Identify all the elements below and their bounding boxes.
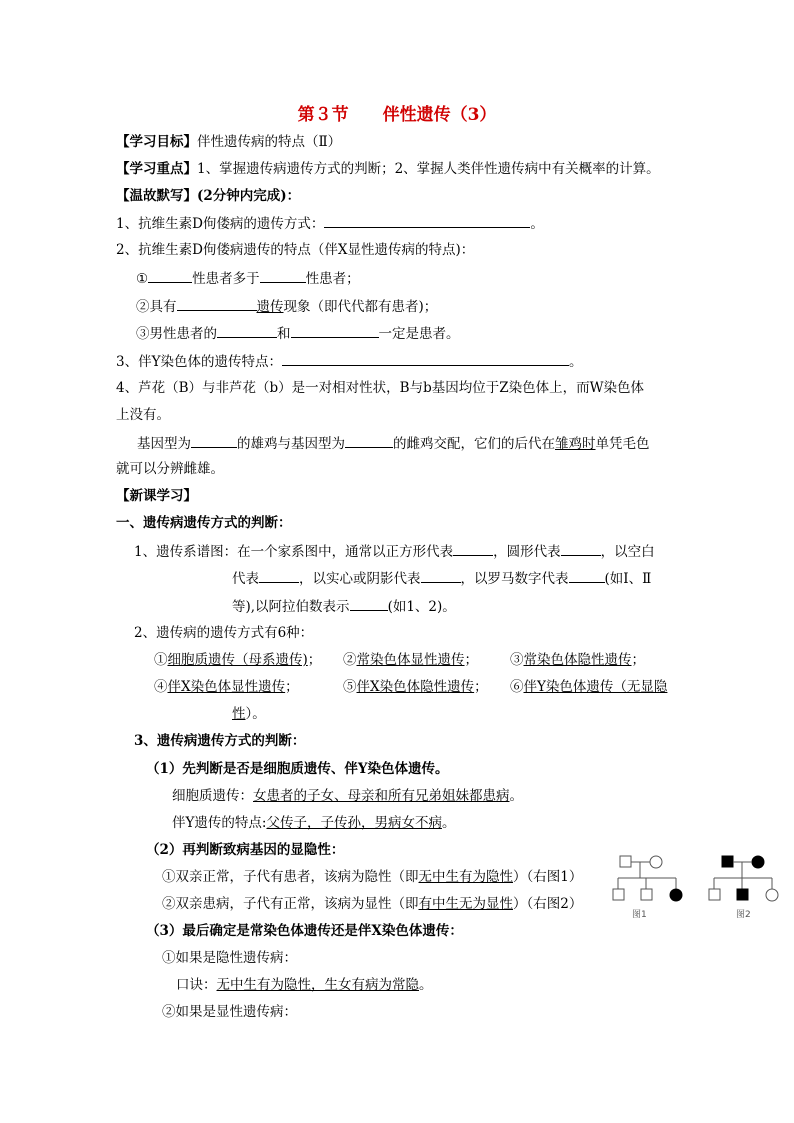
review-header: 【温故默写】(2分钟内完成)： [116, 188, 301, 204]
mode-6: ⑥伴Y染色体遗传（无显隐 [510, 679, 668, 695]
answer-blank[interactable] [561, 542, 601, 556]
figure-1-label: 图1 [632, 910, 647, 920]
son-unaffected-square [641, 889, 652, 900]
son-affected-square [737, 889, 748, 900]
pedigree-definition: 1、遗传系谱图：在一个家系图中，通常以正方形代表 ，圆形代表 ，以空白 [134, 544, 655, 560]
daughter-unaffected-circle [766, 889, 778, 901]
learning-focus: 【学习重点】1、掌握遗传病遗传方式的判断；2、掌握人类伴性遗传病中有关概率的计算。 [116, 161, 660, 177]
recessive-rule: ①双亲正常，子代有患者，该病为隐性（即无中生有为隐性）（右图1） [162, 869, 583, 885]
review-q4: 4、芦花（B）与非芦花（b）是一对相对性状，B与b基因均位于Z染色体上，而W染色体 [116, 380, 644, 396]
cytoplasmic-note: 细胞质遗传：女患者的子女、母亲和所有兄弟姐妹都患病。 [172, 788, 523, 804]
review-q2b: ②具有 遗传现象（即代代都有患者)； [136, 299, 438, 315]
mother-unaffected-circle [650, 856, 662, 868]
answer-blank[interactable] [569, 569, 605, 583]
section-1-heading: 一、遗传病遗传方式的判断： [116, 515, 292, 531]
daughter-affected-circle [670, 889, 682, 901]
mode-3: ③常染色体隐性遗传； [510, 652, 645, 668]
pedigree-definition-2: 代表 ，以实心或阴影代表 ，以罗马数字代表 (如Ⅰ、Ⅱ [232, 571, 652, 587]
new-lesson-header: 【新课学习】 [116, 488, 197, 504]
page-title: 第３节 伴性遗传（3） [297, 105, 497, 125]
review-q4-cont: 上没有。 [116, 407, 170, 423]
review-q1: 1、抗维生素D佝偻病的遗传方式： 。 [116, 216, 544, 232]
step-3: （3）最后确定是常染色体遗传还是伴X染色体遗传： [146, 923, 463, 939]
answer-blank[interactable] [259, 569, 299, 583]
answer-blank[interactable] [260, 269, 306, 283]
answer-blank[interactable] [217, 324, 277, 338]
if-recessive: ①如果是隐性遗传病： [162, 950, 297, 966]
step-1: （1）先判断是否是细胞质遗传、伴Y染色体遗传。 [146, 761, 449, 777]
pedigree-figure-2 [709, 856, 778, 901]
father-affected-square [722, 856, 733, 867]
answer-blank[interactable] [421, 569, 461, 583]
learning-goal: 【学习目标】伴性遗传病的特点（Ⅱ） [116, 134, 342, 150]
if-dominant: ②如果是显性遗传病： [162, 1004, 297, 1020]
answer-blank[interactable] [291, 324, 379, 338]
review-q2a: ① 性患者多于 性患者； [136, 271, 360, 287]
mode-6-cont: 性）。 [232, 706, 266, 722]
inheritance-modes-heading: 2、遗传病的遗传方式有6种： [134, 625, 314, 641]
answer-blank[interactable] [453, 542, 493, 556]
mode-4: ④伴X染色体显性遗传； [154, 679, 299, 695]
y-linked-note: 伴Y遗传的特点:父传子，子传孙，男病女不病。 [172, 815, 456, 831]
judgment-heading: 3、遗传病遗传方式的判断： [134, 733, 306, 749]
answer-blank[interactable] [177, 297, 257, 311]
review-q4-question: 基因型为 的雄鸡与基因型为 的雌鸡交配，它们的后代在雏鸡时单凭毛色 [137, 436, 650, 452]
mnemonic: 口诀：无中生有为隐性，生女有病为常隐。 [176, 977, 433, 993]
review-q2: 2、抗维生素D佝偻病遗传的特点（伴X显性遗传病的特点)： [116, 242, 475, 258]
pedigree-figure-1 [613, 856, 682, 901]
mother-affected-circle [752, 856, 764, 868]
answer-blank[interactable] [324, 214, 530, 228]
review-q3: 3、伴Y染色体的遗传特点： 。 [116, 354, 583, 370]
mode-2: ②常染色体显性遗传； [343, 652, 478, 668]
son-unaffected-square [709, 889, 720, 900]
father-unaffected-square [620, 856, 631, 867]
pedigree-definition-3: 等),以阿拉伯数表示 (如1、2)。 [232, 599, 456, 615]
answer-blank[interactable] [282, 352, 569, 366]
step-2: （2）再判断致病基因的显隐性： [146, 842, 345, 858]
figure-2-label: 图2 [736, 910, 751, 920]
pedigree-figures [610, 850, 790, 922]
review-q2c: ③男性患者的 和 一定是患者。 [136, 326, 460, 342]
mode-5: ⑤伴X染色体隐性遗传； [343, 679, 488, 695]
answer-blank[interactable] [191, 434, 237, 448]
answer-blank[interactable] [345, 434, 393, 448]
answer-blank[interactable] [148, 269, 192, 283]
answer-blank[interactable] [350, 597, 388, 611]
dominant-rule: ②双亲患病，子代有正常，该病为显性（即有中生无为显性）（右图2） [162, 896, 583, 912]
review-q4-end: 就可以分辨雌雄。 [116, 461, 224, 477]
son-unaffected-square [613, 889, 624, 900]
mode-1: ①细胞质遗传（母系遗传)； [154, 652, 322, 668]
